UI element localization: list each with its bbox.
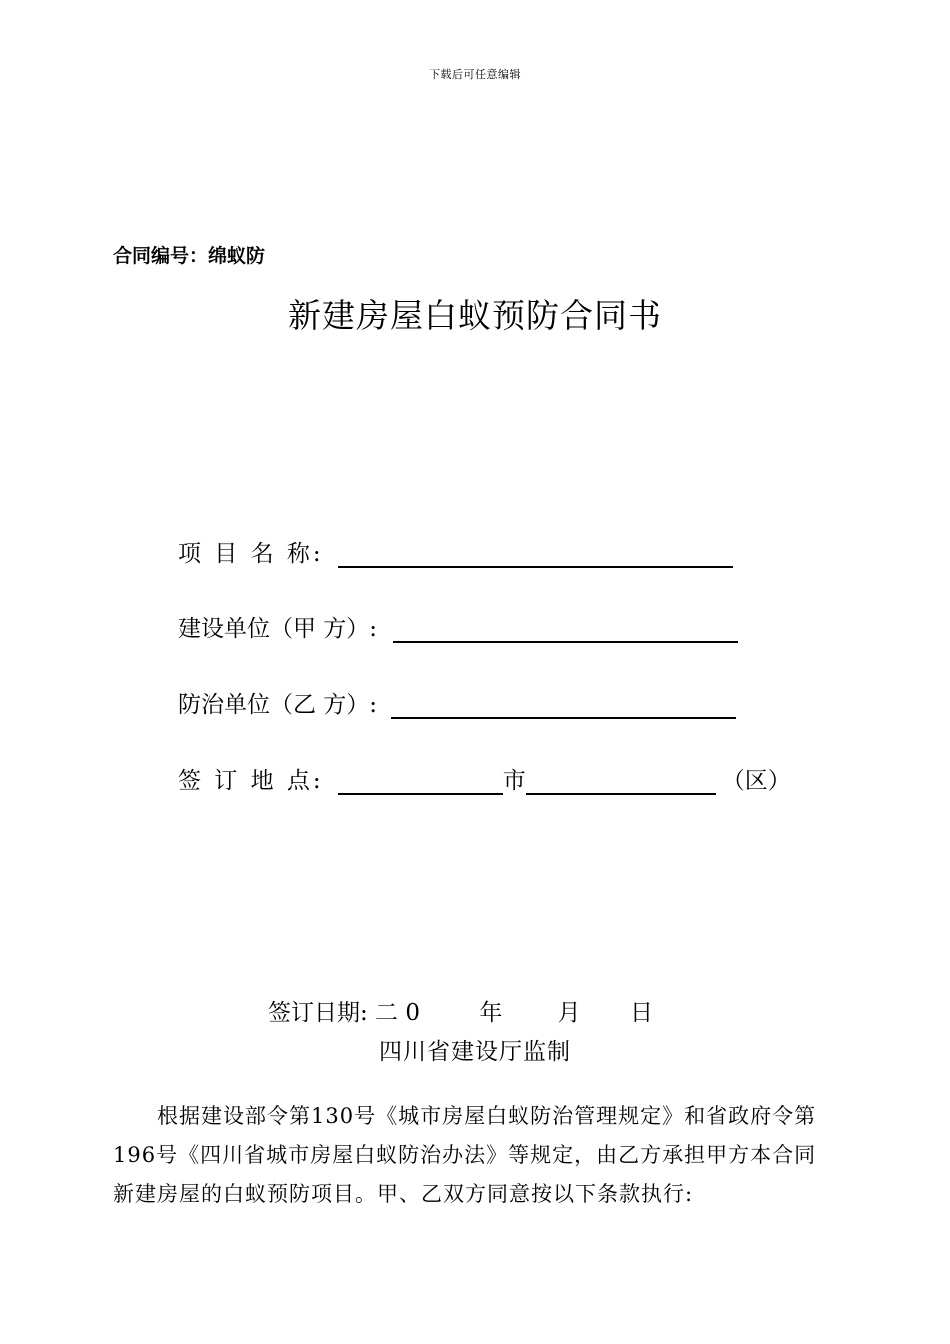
control-unit-blank [391, 689, 736, 719]
intro-line: 新建房屋的白蚁预防项目。甲、乙双方同意按以下条款执行: [113, 1182, 694, 1206]
sign-place-label: 签 订 地 点: [178, 768, 324, 794]
builder-blank [393, 613, 738, 643]
control-unit-field [178, 686, 736, 719]
sign-place-field [178, 762, 791, 795]
builder-label: 建设单位（甲 方）: [178, 616, 378, 642]
intro-line: 196号《四川省城市房屋白蚁防治办法》等规定，由乙方承担甲方本合同 [113, 1143, 817, 1167]
document-title: 新建房屋白蚁预防合同书 [288, 296, 662, 335]
project-name-label: 项 目 名 称: [178, 541, 324, 567]
sign-date-label: 签订日期: 二 0 [268, 1000, 421, 1026]
city-suffix: 市 [502, 768, 526, 794]
intro-line: 根据建设部令第130号《城市房屋白蚁防治管理规定》和省政府令第 [157, 1104, 817, 1128]
project-name-blank [338, 538, 733, 568]
project-name-field [178, 535, 733, 568]
intro-paragraph [113, 1097, 828, 1214]
contract-number: 合同编号：绵蚁防 [113, 245, 266, 267]
city-blank [338, 765, 503, 795]
district-blank [526, 765, 716, 795]
sign-date-year: 年 [479, 1000, 503, 1026]
district-suffix: （区） [721, 768, 791, 794]
sign-date [268, 994, 653, 1027]
supervisor-note: 四川省建设厅监制 [379, 1039, 571, 1065]
sign-date-day: 日 [629, 1000, 653, 1026]
builder-field [178, 610, 738, 643]
sign-date-month: 月 [557, 1000, 581, 1026]
control-unit-label: 防治单位（乙 方）: [178, 692, 378, 718]
header-note: 下载后可任意编辑 [429, 68, 521, 81]
